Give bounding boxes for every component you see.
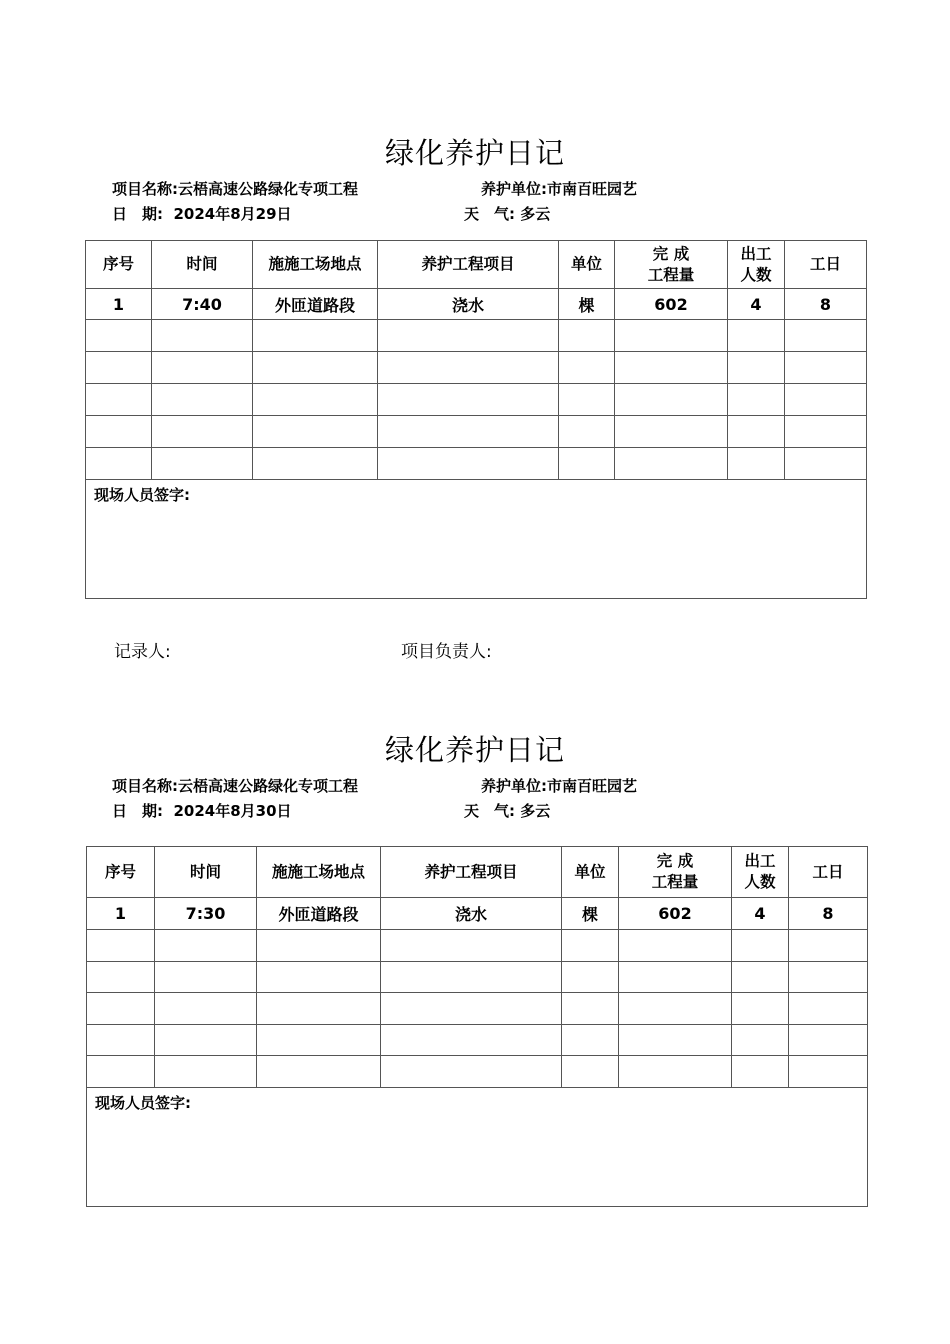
empty-row: [87, 1025, 868, 1056]
empty-cell[interactable]: [619, 1056, 732, 1088]
column-header: 出工 人数: [728, 241, 785, 289]
signature-label: 现场人员签字:: [95, 1094, 191, 1112]
empty-cell[interactable]: [253, 416, 378, 448]
cell-workers: 4: [728, 289, 785, 320]
empty-row: [87, 930, 868, 962]
empty-cell[interactable]: [619, 993, 732, 1025]
empty-cell[interactable]: [562, 1056, 619, 1088]
empty-cell[interactable]: [253, 352, 378, 384]
date-row: [112, 203, 292, 224]
empty-cell[interactable]: [559, 448, 615, 480]
cell-workdays: 8: [789, 898, 868, 930]
empty-cell[interactable]: [789, 993, 868, 1025]
project-name-row: [112, 775, 358, 796]
recorder-field: 记录人:: [114, 642, 171, 662]
cell-time: 7:40: [152, 289, 253, 320]
empty-cell[interactable]: [559, 320, 615, 352]
cell-location: 外匝道路段: [257, 898, 381, 930]
empty-cell[interactable]: [789, 962, 868, 993]
empty-row: [86, 352, 867, 384]
empty-cell[interactable]: [381, 962, 562, 993]
empty-cell[interactable]: [257, 993, 381, 1025]
weather-label: 天 气:: [464, 802, 515, 820]
project-name-value: 云梧高速公路绿化专项工程: [178, 777, 359, 795]
maintenance-unit-label: 养护单位:: [481, 777, 547, 795]
table-header-row: [86, 241, 867, 289]
empty-row: [86, 416, 867, 448]
empty-cell[interactable]: [87, 1025, 155, 1056]
empty-cell[interactable]: [253, 448, 378, 480]
empty-cell[interactable]: [789, 1025, 868, 1056]
column-header: 序号: [86, 241, 152, 289]
empty-cell[interactable]: [559, 352, 615, 384]
column-header: 时间: [152, 241, 253, 289]
column-header: 养护工程项目: [378, 241, 559, 289]
empty-cell[interactable]: [728, 384, 785, 416]
empty-cell[interactable]: [86, 416, 152, 448]
empty-cell[interactable]: [562, 993, 619, 1025]
empty-cell[interactable]: [87, 930, 155, 962]
date-value: 2024年8月30日: [173, 802, 292, 820]
empty-cell[interactable]: [378, 384, 559, 416]
empty-cell[interactable]: [381, 1056, 562, 1088]
page-title: 绿化养护日记: [384, 733, 565, 767]
empty-cell[interactable]: [381, 993, 562, 1025]
project-name-label: 项目名称:: [112, 180, 178, 198]
empty-cell[interactable]: [732, 993, 789, 1025]
column-header: 完 成 工程量: [619, 847, 732, 898]
empty-cell[interactable]: [257, 1025, 381, 1056]
empty-cell[interactable]: [785, 416, 867, 448]
empty-cell[interactable]: [562, 930, 619, 962]
cell-item: 浇水: [378, 289, 559, 320]
project-manager-field: 项目负责人:: [401, 642, 492, 662]
empty-cell[interactable]: [86, 352, 152, 384]
empty-cell[interactable]: [155, 962, 257, 993]
empty-cell[interactable]: [381, 1025, 562, 1056]
column-header: 时间: [155, 847, 257, 898]
date-value: 2024年8月29日: [173, 205, 292, 223]
maintenance-unit-value: 市南百旺园艺: [547, 180, 638, 198]
empty-cell[interactable]: [732, 962, 789, 993]
maintenance-log-table: [85, 240, 867, 599]
empty-cell[interactable]: [562, 962, 619, 993]
weather-label: 天 气:: [464, 205, 515, 223]
empty-cell[interactable]: [257, 962, 381, 993]
weather-row: [464, 800, 550, 821]
empty-cell[interactable]: [257, 930, 381, 962]
signature-field[interactable]: [86, 480, 867, 599]
empty-cell[interactable]: [86, 384, 152, 416]
empty-cell[interactable]: [155, 1025, 257, 1056]
column-header: 工日: [789, 847, 868, 898]
empty-cell[interactable]: [559, 416, 615, 448]
empty-cell[interactable]: [155, 930, 257, 962]
maintenance-unit-row: [481, 775, 637, 796]
empty-cell[interactable]: [615, 384, 728, 416]
column-header: 序号: [87, 847, 155, 898]
empty-cell[interactable]: [785, 384, 867, 416]
table-row: [86, 289, 867, 320]
maintenance-unit-value: 市南百旺园艺: [547, 777, 638, 795]
empty-cell[interactable]: [732, 1056, 789, 1088]
empty-cell[interactable]: [155, 1056, 257, 1088]
empty-cell[interactable]: [789, 930, 868, 962]
empty-cell[interactable]: [378, 320, 559, 352]
empty-cell[interactable]: [381, 930, 562, 962]
column-header: 施施工场地点: [257, 847, 381, 898]
weather-value: 多云: [520, 205, 551, 223]
empty-cell[interactable]: [253, 320, 378, 352]
column-header: 完 成 工程量: [615, 241, 728, 289]
column-header: 施施工场地点: [253, 241, 378, 289]
empty-cell[interactable]: [785, 448, 867, 480]
page-title: 绿化养护日记: [384, 136, 565, 170]
empty-cell[interactable]: [732, 1025, 789, 1056]
empty-cell[interactable]: [562, 1025, 619, 1056]
date-row: [112, 800, 292, 821]
empty-cell[interactable]: [615, 448, 728, 480]
column-header: 单位: [559, 241, 615, 289]
empty-cell[interactable]: [152, 320, 253, 352]
empty-row: [86, 448, 867, 480]
empty-cell[interactable]: [152, 384, 253, 416]
cell-time: 7:30: [155, 898, 257, 930]
column-header: 工日: [785, 241, 867, 289]
empty-cell[interactable]: [152, 448, 253, 480]
cell-unit: 棵: [562, 898, 619, 930]
cell-no: 1: [86, 289, 152, 320]
maintenance-unit-label: 养护单位:: [481, 180, 547, 198]
cell-quantity: 602: [619, 898, 732, 930]
empty-row: [87, 993, 868, 1025]
empty-cell[interactable]: [728, 320, 785, 352]
empty-cell[interactable]: [87, 962, 155, 993]
empty-cell[interactable]: [728, 416, 785, 448]
maintenance-unit-row: [481, 178, 637, 199]
table-row: [87, 898, 868, 930]
empty-row: [86, 384, 867, 416]
table-header-row: [87, 847, 868, 898]
empty-cell[interactable]: [378, 352, 559, 384]
cell-no: 1: [87, 898, 155, 930]
empty-cell[interactable]: [615, 320, 728, 352]
date-label: 日 期:: [112, 205, 163, 223]
empty-cell[interactable]: [732, 930, 789, 962]
project-name-label: 项目名称:: [112, 777, 178, 795]
empty-cell[interactable]: [789, 1056, 868, 1088]
empty-cell[interactable]: [87, 993, 155, 1025]
empty-cell[interactable]: [619, 962, 732, 993]
column-header: 出工 人数: [732, 847, 789, 898]
empty-cell[interactable]: [785, 352, 867, 384]
signature-row: [87, 1088, 868, 1207]
cell-unit: 棵: [559, 289, 615, 320]
empty-cell[interactable]: [152, 352, 253, 384]
empty-cell[interactable]: [155, 993, 257, 1025]
empty-cell[interactable]: [257, 1056, 381, 1088]
date-label: 日 期:: [112, 802, 163, 820]
column-header: 养护工程项目: [381, 847, 562, 898]
empty-cell[interactable]: [619, 930, 732, 962]
empty-row: [87, 962, 868, 993]
empty-cell[interactable]: [559, 384, 615, 416]
signature-row: [86, 480, 867, 599]
empty-cell[interactable]: [87, 1056, 155, 1088]
empty-cell[interactable]: [86, 448, 152, 480]
column-header: 单位: [562, 847, 619, 898]
cell-workdays: 8: [785, 289, 867, 320]
empty-row: [86, 320, 867, 352]
empty-cell[interactable]: [728, 448, 785, 480]
empty-cell[interactable]: [86, 320, 152, 352]
empty-cell[interactable]: [785, 320, 867, 352]
signature-field[interactable]: [87, 1088, 868, 1207]
cell-location: 外匝道路段: [253, 289, 378, 320]
maintenance-log-table: [86, 846, 868, 1207]
cell-quantity: 602: [615, 289, 728, 320]
cell-item: 浇水: [381, 898, 562, 930]
weather-row: [464, 203, 550, 224]
empty-cell[interactable]: [378, 448, 559, 480]
empty-cell[interactable]: [253, 384, 378, 416]
empty-cell[interactable]: [378, 416, 559, 448]
empty-cell[interactable]: [615, 416, 728, 448]
empty-cell[interactable]: [152, 416, 253, 448]
cell-workers: 4: [732, 898, 789, 930]
project-name-row: [112, 178, 358, 199]
empty-cell[interactable]: [619, 1025, 732, 1056]
empty-cell[interactable]: [728, 352, 785, 384]
empty-cell[interactable]: [615, 352, 728, 384]
weather-value: 多云: [520, 802, 551, 820]
signature-label: 现场人员签字:: [94, 486, 190, 504]
empty-row: [87, 1056, 868, 1088]
project-name-value: 云梧高速公路绿化专项工程: [178, 180, 359, 198]
